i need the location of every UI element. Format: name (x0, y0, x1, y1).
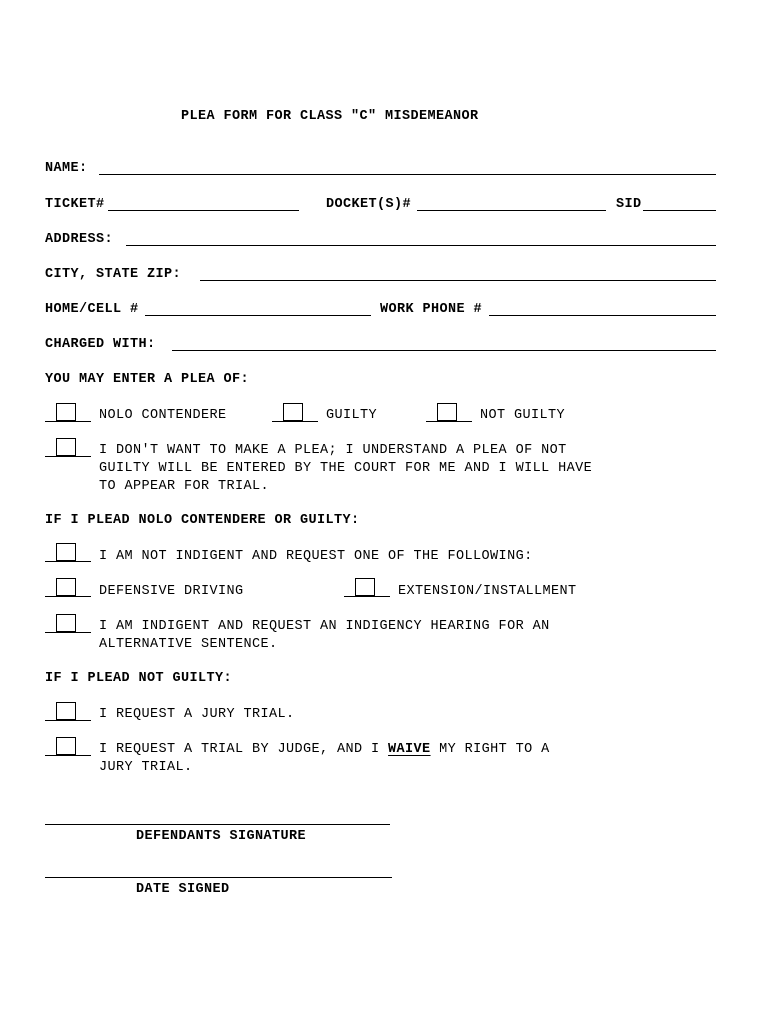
judge-trial-text-line2: JURY TRIAL. (99, 760, 193, 775)
defendant-signature-label: DEFENDANTS SIGNATURE (136, 829, 307, 844)
form-title: PLEA FORM FOR CLASS "C" MISDEMEANOR (181, 109, 479, 124)
address-field-line[interactable] (126, 245, 716, 246)
sid-field-line[interactable] (643, 210, 716, 211)
date-signed-line[interactable] (45, 877, 392, 878)
defensive-driving-checkbox[interactable] (45, 575, 91, 597)
nolo-contendere-label: NOLO CONTENDERE (99, 408, 227, 423)
judge-trial-checkbox[interactable] (45, 734, 91, 756)
ticket-field-line[interactable] (108, 210, 299, 211)
not-indigent-checkbox[interactable] (45, 540, 91, 562)
not-guilty-label: NOT GUILTY (480, 408, 566, 423)
jury-trial-checkbox[interactable] (45, 699, 91, 721)
date-signed-label: DATE SIGNED (136, 882, 230, 897)
home-cell-label: HOME/CELL # (45, 302, 139, 317)
defensive-driving-label: DEFENSIVE DRIVING (99, 584, 244, 599)
indigent-text-line1: I AM INDIGENT AND REQUEST AN INDIGENCY HEARING FOR AN (99, 619, 550, 634)
work-phone-field-line[interactable] (489, 315, 716, 316)
waive-emphasis: WAIVE (388, 742, 431, 757)
indigent-checkbox[interactable] (45, 611, 91, 633)
sid-label: SID (616, 197, 642, 212)
jury-trial-label: I REQUEST A JURY TRIAL. (99, 707, 295, 722)
docket-label: DOCKET(S)# (326, 197, 412, 212)
no-plea-text-line2: GUILTY WILL BE ENTERED BY THE COURT FOR ME AND I WILL HAVE (99, 461, 593, 476)
extension-installment-checkbox[interactable] (344, 575, 390, 597)
name-field-line[interactable] (99, 174, 716, 175)
nolo-contendere-checkbox[interactable] (45, 400, 91, 422)
work-phone-label: WORK PHONE # (380, 302, 483, 317)
no-plea-text-line1: I DON'T WANT TO MAKE A PLEA; I UNDERSTAND A PLEA OF NOT (99, 443, 567, 458)
home-cell-field-line[interactable] (145, 315, 371, 316)
not-indigent-label: I AM NOT INDIGENT AND REQUEST ONE OF THE FOLLOWING: (99, 549, 533, 564)
judge-trial-text-line1 (99, 743, 550, 757)
not-guilty-checkbox[interactable] (426, 400, 472, 422)
city-state-zip-label: CITY, STATE ZIP: (45, 267, 182, 282)
address-label: ADDRESS: (45, 232, 114, 247)
judge-trial-text-post: MY RIGHT TO A (430, 742, 550, 757)
ticket-label: TICKET# (45, 197, 105, 212)
not-guilty-section-heading: IF I PLEAD NOT GUILTY: (45, 671, 233, 686)
plea-heading: YOU MAY ENTER A PLEA OF: (45, 372, 250, 387)
no-plea-text-line3: TO APPEAR FOR TRIAL. (99, 479, 270, 494)
defendant-signature-line[interactable] (45, 824, 390, 825)
judge-trial-text-pre: I REQUEST A TRIAL BY JUDGE, AND I (99, 742, 389, 757)
guilty-section-heading: IF I PLEAD NOLO CONTENDERE OR GUILTY: (45, 513, 360, 528)
guilty-checkbox[interactable] (272, 400, 318, 422)
indigent-text-line2: ALTERNATIVE SENTENCE. (99, 637, 278, 652)
extension-installment-label: EXTENSION/INSTALLMENT (398, 584, 577, 599)
name-label: NAME: (45, 161, 88, 176)
charged-with-label: CHARGED WITH: (45, 337, 156, 352)
city-state-zip-field-line[interactable] (200, 280, 716, 281)
guilty-label: GUILTY (326, 408, 378, 423)
no-plea-checkbox[interactable] (45, 435, 91, 457)
docket-field-line[interactable] (417, 210, 606, 211)
charged-with-field-line[interactable] (172, 350, 716, 351)
